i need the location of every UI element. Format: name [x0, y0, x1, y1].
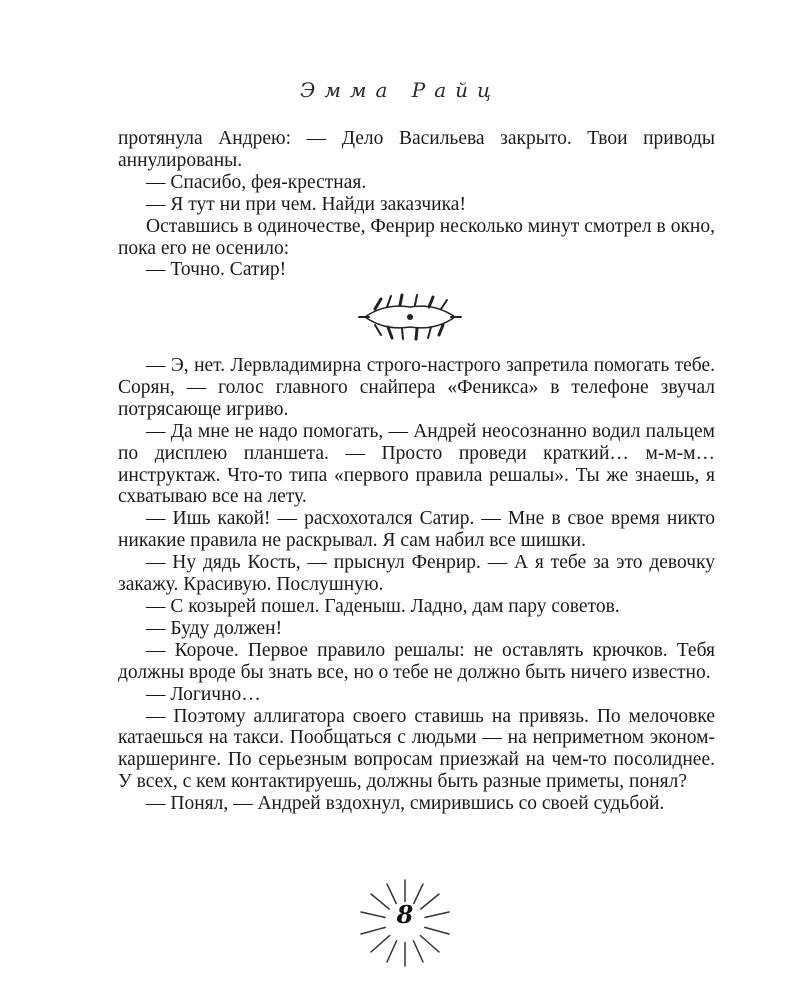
paragraph: — Точно. Сатир!	[146, 259, 287, 281]
text-block-2	[118, 355, 715, 815]
paragraph: — Ишь какой! — расхохотался Сатир. — Мне в свое время никто никакие правила не раскрывал. Я сам набил все шишки.	[118, 508, 715, 552]
section-divider-ornament	[355, 293, 465, 341]
paragraph: — Я тут ни при чем. Найди заказчика!	[146, 193, 466, 215]
running-head: Эмма Райц	[300, 78, 500, 102]
page-number: 8	[396, 900, 414, 929]
paragraph: — Логично…	[146, 683, 261, 705]
text-block-1	[118, 128, 715, 281]
paragraph: — Поэтому аллигатора своего ставишь на привязь. По мелочовке катаешься на такси. Пообщаться с людьми — на неприметном эконом-каршеринге. По серьезным вопросам приезжай на чем-то посолиднее. У всех, с кем контактируешь, должны быть разные приметы, понял?	[118, 705, 715, 793]
paragraph: Оставшись в одиночестве, Фенрир несколько минут смотрел в окно, пока его не осенило:	[118, 215, 715, 259]
page-number-badge	[355, 876, 455, 968]
paragraph: — Да мне не надо помогать, — Андрей неосознанно водил пальцем по дисплею планшета. — Просто проведи краткий… м-м-м… инструктаж. Что-то типа «первого правила решалы». Ты же знаешь, я схватываю все на лету.	[118, 420, 715, 508]
paragraph: — Ну дядь Кость, — прыснул Фенрир. — А я тебе за это девочку закажу. Красивую. Послушную.	[118, 552, 715, 596]
paragraph: протянула Андрею: — Дело Васильева закрыто. Твои приводы аннулированы.	[118, 128, 715, 171]
paragraph: — Короче. Первое правило решалы: не оставлять крючков. Тебя должны вроде бы знать все, но о тебе не должно быть ничего известно.	[118, 639, 715, 683]
paragraph: — Понял, — Андрей вздохнул, смирившись со своей судьбой.	[146, 793, 665, 815]
paragraph: — Буду должен!	[146, 617, 283, 639]
paragraph: — Э, нет. Лервладимирна строго-настрого запретила помогать тебе. Сорян, — голос главного снайпера «Феникса» в телефоне звучал потрясающе игриво.	[118, 355, 715, 420]
paragraph: — С козырей пошел. Гаденыш. Ладно, дам пару советов.	[146, 595, 620, 617]
paragraph: — Спасибо, фея-крестная.	[146, 171, 367, 193]
